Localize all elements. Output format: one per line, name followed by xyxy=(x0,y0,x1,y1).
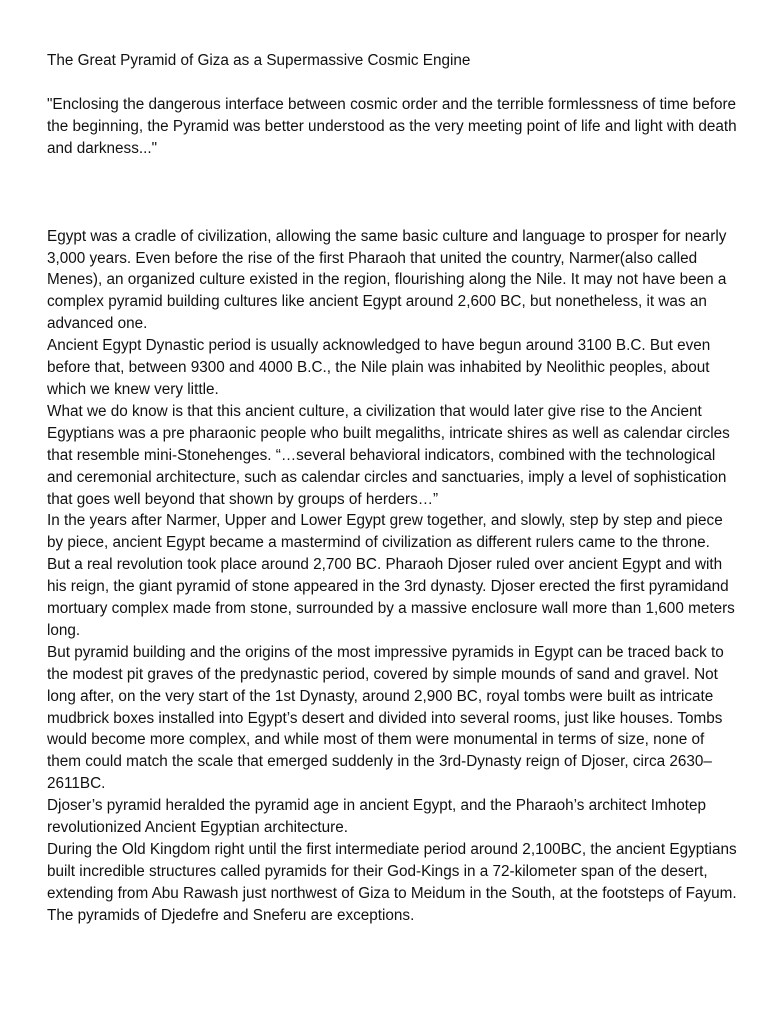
epigraph-quote: "Enclosing the dangerous interface between cosmic order and the terrible formlessness of time before the beginning, the Pyramid was better understood as the very meeting point of life and light with death and darkness..." xyxy=(47,95,737,157)
document-page xyxy=(47,50,737,927)
paragraph: Djoser’s pyramid heralded the pyramid age in ancient Egypt, and the Pharaoh’s architect Imhotep revolutionized Ancient Egyptian architecture. xyxy=(47,797,706,837)
paragraph: Egypt was a cradle of civilization, allowing the same basic culture and language to prosper for nearly 3,000 years. Even before the rise of the first Pharaoh that united the country, Narmer(also called Menes), an organized culture existed in the region, flourishing along the Nile. It may not have been a complex pyramid building cultures like ancient Egypt around 2,600 BC, but nonetheless, it was an advanced one. xyxy=(47,227,727,333)
paragraph: But pyramid building and the origins of the most impressive pyramids in Egypt can be traced back to the modest pit graves of the predynastic period, covered by simple mounds of sand and gravel. Not long after, on the very start of the 1st Dynasty, around 2,900 BC, royal tombs were built as intricate mudbrick boxes installed into Egypt’s desert and divided into several rooms, just like houses. Tombs would become more complex, and while most of them were monumental in terms of size, none of them could match the scale that emerged suddenly in the 3rd-Dynasty reign of Djoser, circa 2630–2611BC. xyxy=(47,643,724,793)
paragraph: The pyramids of Djedefre and Sneferu are exceptions. xyxy=(47,906,415,924)
document-body xyxy=(47,226,737,927)
paragraph: In the years after Narmer, Upper and Lower Egypt grew together, and slowly, step by step and piece by piece, ancient Egypt became a mastermind of civilization as different rulers came to the throne. xyxy=(47,512,723,552)
paragraph: Ancient Egypt Dynastic period is usually acknowledged to have begun around 3100 B.C. But even before that, between 9300 and 4000 B.C., the Nile plain was inhabited by Neolithic peoples, about which we knew very little. xyxy=(47,337,711,398)
document-title: The Great Pyramid of Giza as a Supermassive Cosmic Engine xyxy=(47,52,471,69)
paragraph: What we do know is that this ancient culture, a civilization that would later give rise to the Ancient Egyptians was a pre pharaonic people who built megaliths, intricate shires as well as calendar circles that resemble mini-Stonehenges. “…several behavioral indicators, combined with the technological and ceremonial architecture, such as calendar circles and sanctuaries, imply a level of sophistication that goes well beyond that shown by groups of herders…” xyxy=(47,402,730,508)
paragraph: During the Old Kingdom right until the first intermediate period around 2,100BC, the ancient Egyptians built incredible structures called pyramids for their God-Kings in a 72-kilometer span of the desert, extending from Abu Rawash just northwest of Giza to Meidum in the South, at the footsteps of Fayum. xyxy=(47,841,737,902)
paragraph: But a real revolution took place around 2,700 BC. Pharaoh Djoser ruled over ancient Egypt and with his reign, the giant pyramid of stone appeared in the 3rd dynasty. Djoser erected the first pyramidand mortuary complex made from stone, surrounded by a massive enclosure wall more than 1,600 meters long. xyxy=(47,556,735,639)
